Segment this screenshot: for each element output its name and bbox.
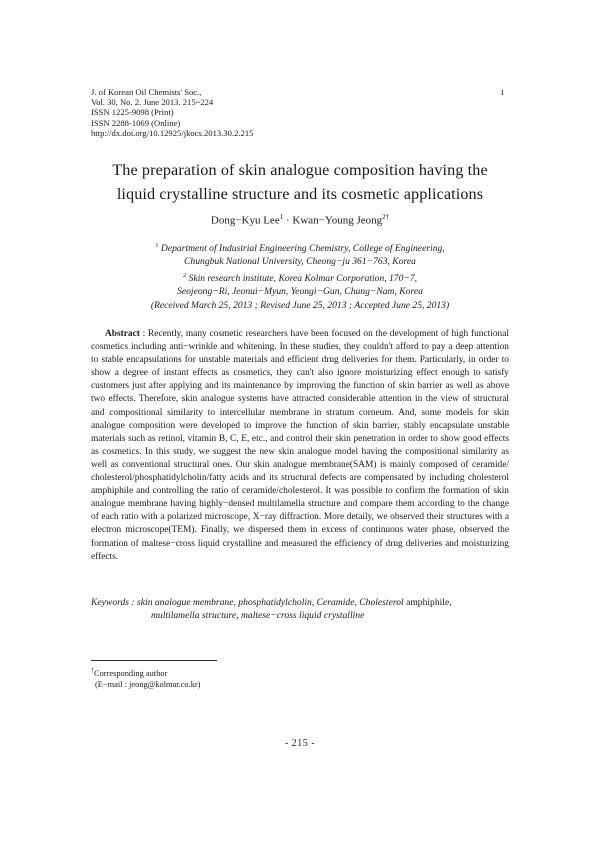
footnote-divider — [91, 660, 217, 661]
keywords-line-1 — [91, 596, 511, 609]
author-1-affiliation: 1 — [279, 213, 284, 221]
footnote — [91, 666, 200, 691]
keywords-colon: : — [129, 597, 138, 608]
affiliation-1-line-1 — [60, 239, 540, 255]
keywords-list-italic: skin analogue membrane, phosphatidylcholin, Ceramide, Cholesterol — [137, 597, 404, 608]
paper-title — [60, 158, 540, 206]
abstract — [91, 328, 509, 564]
abstract-text: Recently, many cosmetic researchers have been focused on the development of high functional cosmetics including anti−wrinkle and whitening. In these studies, they couldn't afford to pay a deep attention to stable encapsulations for unstable materials and efficient drug deliveries for them. Particularly, in order to show a degree of instant effects as cosmetics, they can't also ignore moisturizing effect enough to satisfy customers just after applying and its maintenance by improving the function of skin barrier as well as above two effects. Therefore, skin analogue systems have attracted considerable attention in the view of structural and compositional similarity to intercellular membrane in stratum corneum. And, some models for skin analogue composition were developed to improve the function of skin barrier, stably encapsulate unstable materials such as retinol, vitamin B, C, E, etc., and control their skin penetration in order to show good effects as cosmetics. In this study, we suggest the new skin analogue model having the compositional similarity as well as conventional structural ones. Our skin analogue membrane(SAM) is mainly composed of ceramide/ cholesterol/phosphatidylcholin/fatty acids and its structural defects are compensated by including cholesterol amphiphile and controlling the ratio of ceramide/cholesterol. It was possible to confirm the formation of skin analogue membrane having highly−densed multilamella structure and compare them according to the change of each ratio with a polarized microscope, X−ray diffraction. More detaily, we observed their structures with a electron microscope(TEM). Finally, we dispersed them in excess of continuous water phase, observed the formation of maltese−cross liquid crystalline and measured the efficiency of drug deliveries and moisturizing effects. — [91, 329, 509, 562]
author-1: Dong−Kyu Lee — [210, 214, 280, 227]
author-separator: · — [283, 214, 293, 227]
affiliations — [60, 239, 540, 312]
publication-dates: (Received March 25, 2013 ; Revised June 25, 2013 ; Accepted June 25, 2013) — [150, 299, 450, 311]
affiliation-1-text: Department of Industrial Engineering Chemistry, College of Engineering, — [158, 243, 445, 255]
doi-link[interactable]: http://dx.doi.org/10.12925/jkocs.2013.30.2.215 — [91, 127, 254, 138]
issn-print: ISSN 1225-9098 (Print) — [91, 107, 174, 118]
affiliation-2-line-1 — [60, 269, 540, 285]
corresponding-author-text: Corresponding author — [94, 668, 168, 678]
affiliation-1-line-2: Chungbuk National University, Cheong−ju 361−763, Korea — [184, 256, 416, 268]
author-2-affiliation: 2† — [382, 213, 390, 221]
corresponding-author — [91, 666, 200, 679]
abstract-label: Abstract — [105, 329, 140, 339]
abstract-paragraph — [91, 328, 509, 564]
keywords-label: Keywords — [91, 597, 130, 608]
keywords — [91, 596, 511, 623]
journal-name: J. of Korean Oil Chemists' Soc., — [91, 87, 202, 97]
page-corner-number: 1 — [500, 87, 505, 97]
author-2: Kwan−Young Jeong — [292, 214, 383, 227]
journal-info — [91, 87, 253, 138]
title-line-1: The preparation of skin analogue composition having the — [112, 161, 488, 179]
journal-volume: Vol. 30, No. 2. June 2013. 215~224 — [91, 97, 214, 108]
issn-online: ISSN 2288-1069 (Online) — [91, 117, 181, 128]
keywords-line-2: multilamella structure, maltese−cross liquid crystalline — [151, 610, 365, 622]
keywords-list-normal: amphiphile, — [403, 597, 452, 608]
page-number: - 215 - — [284, 738, 316, 749]
affiliation-2-text: Skin research institute, Korea Kolmar Corporation, 170−7, — [186, 272, 418, 284]
title-line-2: liquid crystalline structure and its cosmetic applications — [116, 185, 484, 203]
authors — [60, 213, 540, 227]
corresponding-email: (E−mail : jeong@kolmar.co.kr) — [95, 680, 201, 690]
dagger-marker: † — [91, 668, 94, 674]
affiliation-1-marker: 1 — [155, 242, 159, 249]
affiliation-2-line-2: Seojeong−Ri, Jeonui−Myun, Yeongi−Gun, Chung−Nam, Korea — [177, 286, 423, 298]
abstract-colon: : — [139, 329, 149, 339]
affiliation-2-marker: 2 — [182, 271, 187, 279]
